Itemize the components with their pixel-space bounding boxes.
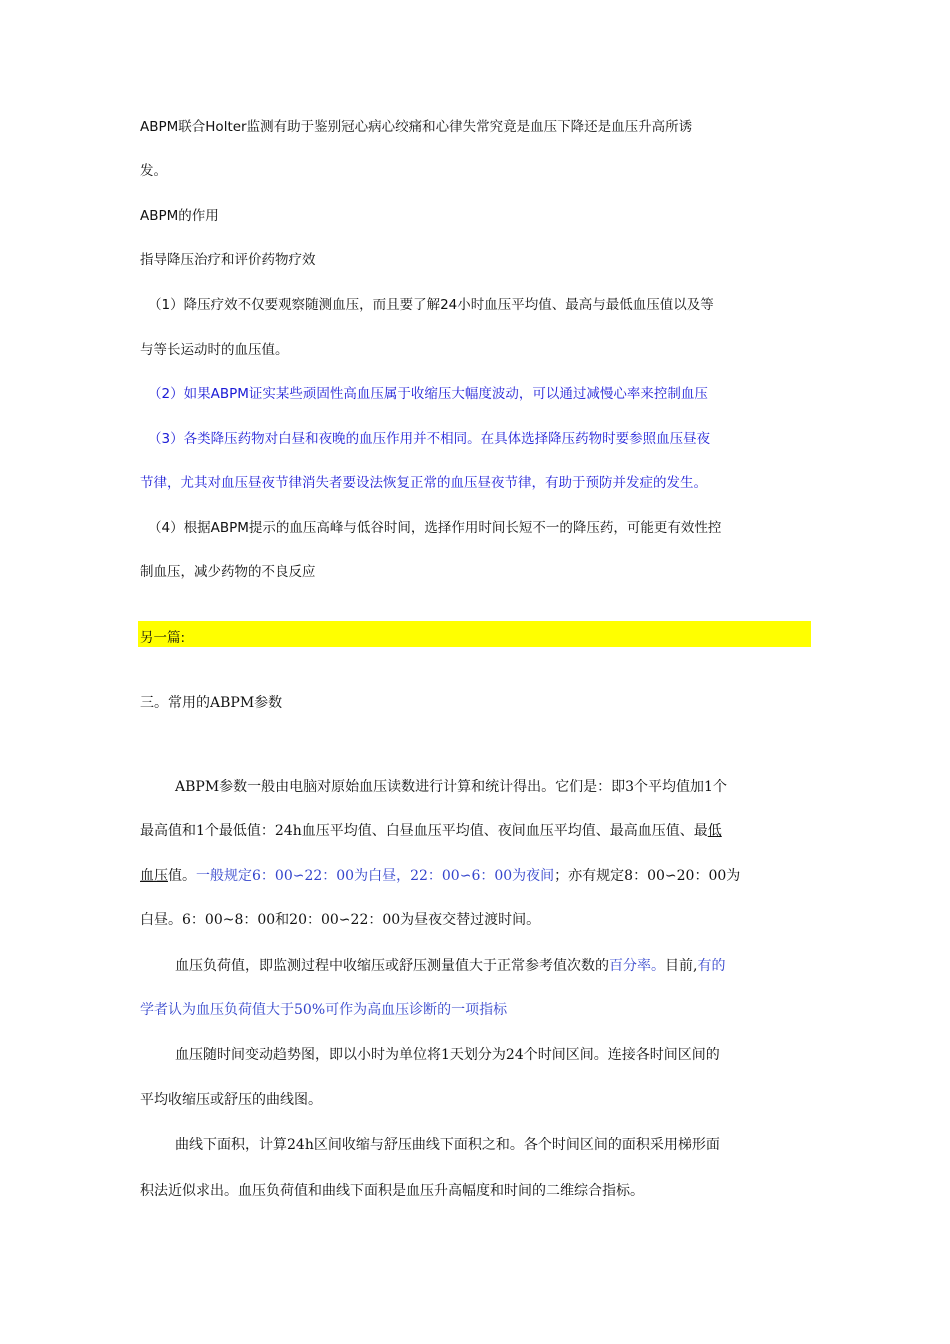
paragraph-line: 学者认为血压负荷值大于50%可作为高血压诊断的一项指标 [140,1002,508,1018]
text-span: 最高值和1个最低值：24h血压平均值、白昼血压平均值、夜间血压平均值、最高血压值、最 [140,823,708,839]
blue-text: 百分率。 [609,958,665,974]
text-line: 发。 [140,163,167,179]
text-line: 与等长运动时的血压值。 [140,342,289,358]
blue-text: 一般规定6：00∽22：00为白昼，22：00∽6：00为夜间 [196,868,555,884]
underlined-text: 低 [707,823,722,839]
text-line: ABPM联合Holter监测有助于鉴别冠心病心绞痛和心律失常究竟是血压下降还是血压升高所诱 [140,119,693,135]
paragraph-line: 血压随时间变动趋势图，即以小时为单位将1天划分为24个时间区间。连接各时间区间的 [175,1047,720,1063]
list-item: （2）如果ABPM证实某些顽固性高血压属于收缩压大幅度波动，可以通过减慢心率来控制血压 [148,386,708,402]
text-line: 节律，尤其对血压昼夜节律消失者要设法恢复正常的血压昼夜节律，有助于预防并发症的发生。 [140,475,707,491]
paragraph-line: 白昼。6：00~8：00和20：00∽22：00为昼夜交替过渡时间。 [140,912,541,928]
highlight-bar [138,621,811,647]
list-item: （1）降压疗效不仅要观察随测血压，而且要了解24小时血压平均值、最高与最低血压值以及等 [148,297,714,313]
text-span: 目前, [665,958,698,974]
paragraph-line [140,820,722,840]
paragraph-line: 积法近似求出。血压负荷值和曲线下面积是血压升高幅度和时间的二维综合指标。 [140,1183,644,1199]
paragraph-line: ABPM参数一般由电脑对原始血压读数进行计算和统计得出。它们是：即3个平均值加1个 [175,779,727,795]
text-span: 值。 [168,868,196,884]
list-item: （4）根据ABPM提示的血压高峰与低谷时间，选择作用时间长短不一的降压药，可能更有效性控 [148,520,722,536]
underlined-text: 血压 [140,868,168,884]
paragraph-line [140,865,740,885]
paragraph-line: 平均收缩压或舒压的曲线图。 [140,1092,322,1108]
blue-text: 有的 [697,958,726,974]
text-line: 制血压，减少药物的不良反应 [140,564,316,580]
subsection-title: 指导降压治疗和评价药物疗效 [140,252,316,268]
paragraph-line: 曲线下面积，计算24h区间收缩与舒压曲线下面积之和。各个时间区间的面积采用梯形面 [175,1137,720,1153]
paragraph-line [175,955,725,975]
text-span: 血压负荷值，即监测过程中收缩压或舒压测量值大于正常参考值次数的 [175,958,609,974]
section-heading: 三。常用的ABPM参数 [140,695,283,711]
list-item: （3）各类降压药物对白昼和夜晚的血压作用并不相同。在具体选择降压药物时要参照血压昼夜 [148,431,711,447]
section-title: ABPM的作用 [140,208,219,224]
highlight-label: 另一篇: [140,630,186,646]
text-span: ；亦有规定8：00∽20：00为 [554,868,741,884]
